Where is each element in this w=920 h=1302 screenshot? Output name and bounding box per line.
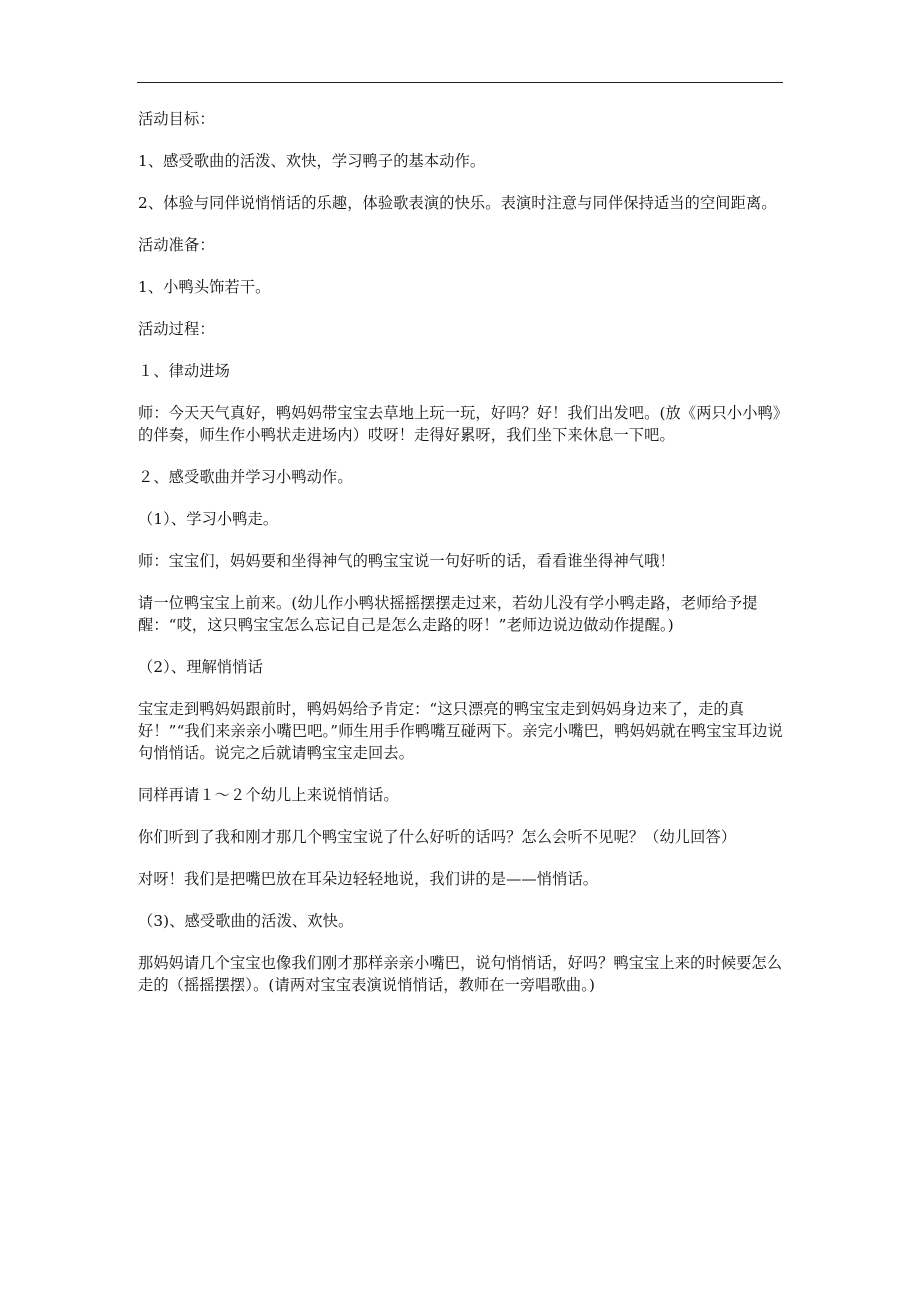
substep-2-heading: （2）、理解悄悄话 [138,658,263,676]
substep-2-body-a: 宝宝走到鸭妈妈跟前时，鸭妈妈给予肯定：“这只漂亮的鸭宝宝走到妈妈身边来了，走的真好！”“我们来亲亲小嘴巴吧。”师生用手作鸭嘴互碰两下。亲完小嘴巴，鸭妈妈就在鸭宝宝耳边说句悄悄话。说完之后就请鸭宝宝走回去。 [138,700,783,762]
preparation-item-1: 1、小鸭头饰若干。 [138,278,271,296]
document-body [138,108,788,996]
step-1-heading: １、律动进场 [138,362,231,380]
substep-2-body-b: 同样再请１～２个幼儿上来说悄悄话。 [138,786,399,804]
substep-1-body-b: 请一位鸭宝宝上前来。(幼儿作小鸭状摇摇摆摆走过来，若幼儿没有学小鸭走路，老师给予提醒：“哎，这只鸭宝宝怎么忘记自己是怎么走路的呀！”老师边说边做动作提醒。) [138,594,758,634]
step-2-heading: ２、感受歌曲并学习小鸭动作。 [138,468,353,486]
step-1-body: 师：今天天气真好，鸭妈妈带宝宝去草地上玩一玩，好吗？好！我们出发吧。(放《两只小小鸭》的伴奏，师生作小鸭状走进场内）哎呀！走得好累呀，我们坐下来休息一下吧。 [138,404,781,444]
heading-process: 活动过程： [138,320,215,338]
goal-item-2: 2、体验与同伴说悄悄话的乐趣，体验歌表演的快乐。表演时注意与同伴保持适当的空间距离。 [138,194,777,212]
header-rule [137,82,783,83]
goal-item-1: 1、感受歌曲的活泼、欢快，学习鸭子的基本动作。 [138,152,486,170]
substep-2-body-d: 对呀！我们是把嘴巴放在耳朵边轻轻地说，我们讲的是——悄悄话。 [138,870,599,888]
heading-goals: 活动目标： [138,110,215,128]
substep-1-body-a: 师：宝宝们，妈妈要和坐得神气的鸭宝宝说一句好听的话，看看谁坐得神气哦！ [138,552,675,570]
substep-1-heading: （1）、学习小鸭走。 [138,510,279,528]
substep-2-body-c: 你们听到了我和刚才那几个鸭宝宝说了什么好听的话吗？怎么会听不见呢？（幼儿回答） [138,828,737,846]
substep-3-heading: （3)、感受歌曲的活泼、欢快。 [138,912,354,930]
heading-preparation: 活动准备： [138,236,215,254]
substep-3-body: 那妈妈请几个宝宝也像我们刚才那样亲亲小嘴巴，说句悄悄话，好吗？鸭宝宝上来的时候要怎么走的（摇摇摆摆）。(请两对宝宝表演说悄悄话，教师在一旁唱歌曲。) [138,954,783,994]
